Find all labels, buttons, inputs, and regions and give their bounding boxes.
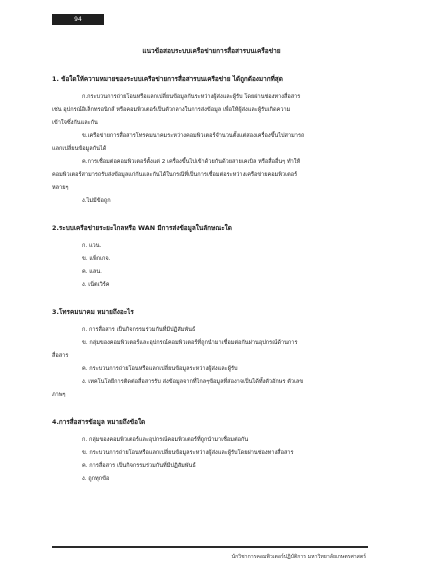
option-b: ข. กลุ่มของคอมพิวเตอร์และอุปกรณ์คอมพิวเตอร์ที่ถูกนำมาเชื่อมต่อกันผ่านอุปกรณ์ด้านการ สื่อสาร bbox=[52, 340, 298, 359]
footer-divider bbox=[52, 546, 368, 548]
option-b: ข. กระบวนการถ่ายโอนหรือแลกเปลี่ยนข้อมูลระหว่างผู้ส่งและผู้รับโดยผ่านช่องทางสื่อสาร bbox=[82, 450, 294, 456]
question-4 bbox=[52, 418, 368, 486]
page-number: 94 bbox=[52, 14, 104, 25]
question-3 bbox=[52, 308, 368, 402]
question-title: 2.ระบบเครือข่ายระยะไกลหรือ WAN มีการส่งข้อมูลในลักษณะใด bbox=[52, 224, 232, 232]
page-title: แนวข้อสอบระบบเครือข่ายการสื่อสารบนเครือข่าย bbox=[142, 47, 281, 55]
option-a: ก. แวน. bbox=[82, 243, 102, 249]
footer-text: นักวิชาการคอมพิวเตอร์ปฏิบัติการ มหาวิทยาลัยเกษตรศาสตร์ bbox=[231, 554, 366, 560]
option-d: ง. เน็ตเวิร์ค bbox=[82, 282, 110, 288]
question-1 bbox=[52, 75, 368, 208]
option-a: ก. การสื่อสาร เป็นกิจกรรมร่วมกันที่มีปฏิสัมพันธ์ bbox=[82, 327, 196, 333]
option-b: ข. แพ็กเกจ. bbox=[82, 256, 111, 262]
option-c: ค. แลน. bbox=[82, 269, 102, 275]
option-d: ง. เทคโนโลยีการติดต่อสื่อสารรับ ส่งข้อมูลจากที่ไกลๆข้อมูลที่ส่องาจเป็นได้ทั้งตัวอักษร ตัวเลข ภาพๆ bbox=[52, 379, 304, 398]
option-c: ค. กระบวนการถ่ายโอนหรือแลกเปลี่ยนข้อมูลระหว่างผู้ส่งและผู้รับ bbox=[82, 366, 238, 372]
question-2 bbox=[52, 224, 368, 292]
option-d: ง.ไม่มีข้อถูก bbox=[82, 198, 111, 204]
question-title: 1. ข้อใดให้ความหมายของระบบเครือข่ายการสื่อสารบนเครือข่าย ได้ถูกต้องมากที่สุด bbox=[52, 75, 283, 83]
option-c: ค. การสื่อสาร เป็นกิจกรรมร่วมกันที่มีปฏิสัมพันธ์ bbox=[82, 463, 196, 469]
question-title: 4.การสื่อสารข้อมูล หมายถึงข้อใด bbox=[52, 418, 146, 426]
option-a: ก. กลุ่มของคอมพิวเตอร์และอุปกรณ์คอมพิวเตอร์ที่ถูกนำมาเชื่อมต่อกัน bbox=[82, 437, 249, 443]
question-list bbox=[52, 75, 368, 502]
option-b: ข.เครือข่ายการสื่อสารโทรคมนาคมระหว่างคอมพิวเตอร์จำนวนตั้งแต่สองเครื่องขึ้นไปสามารถ แลกเปลี่ยนข้อมูลกันได้ bbox=[52, 133, 305, 152]
question-title: 3.โทรคมนาคม หมายถึงอะไร bbox=[52, 308, 134, 316]
option-d: ง. ถูกทุกข้อ bbox=[82, 476, 110, 482]
option-a: ก.กระบวนการถ่ายโอนหรือแลกเปลี่ยนข้อมูลกันระหว่างผู้ส่งและผู้รับ โดยผ่านช่องทางสื่อสาร เช่น อุปกรณ์อิเล็กทรอนิกส์ หรือคอมพิวเตอร์เป็นตัวกลางในการส่งข้อมูล เพื่อให้ผู้ส่งและผู้รับเกิดความ เข้าใจซึ่งกันและกัน bbox=[52, 94, 301, 126]
option-c: ค.การเชื่อมต่อคอมพิวเตอร์ตั้งแต่ 2 เครื่องขึ้นไปเข้าด้วยกันด้วยสายเคเบิล หรือสื่ออื่นๆ ทำให้ คอมพิวเตอร์สามารถรับส่งข้อมูลแก่กันและกันได้ในกรณีที่เป็นการเชื่อมต่อระหว่างเครือข่ายคอมพิวเตอร์ หลายๆ bbox=[52, 159, 301, 191]
